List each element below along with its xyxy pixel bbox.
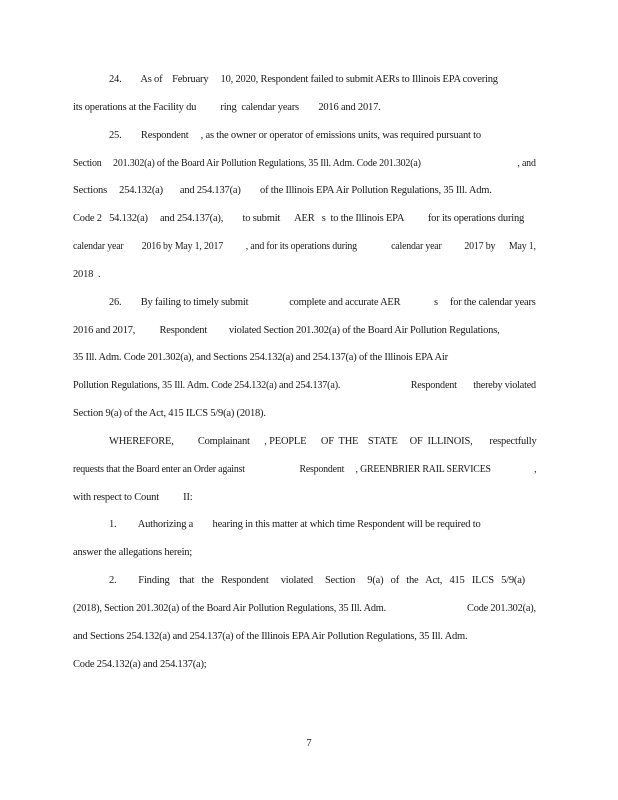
item-2-line-2: (2018), Section 201.302(a) of the Board Air Pollution Regulations, 35 Ill. Adm. Code 201.302(a), <box>73 603 536 614</box>
paragraph-25-line-4: Code 2 54.132(a) and 254.137(a), to submit AER s to the Illinois EPA for its operations during <box>73 213 525 224</box>
paragraph-24-line-2: its operations at the Facility du ring calendar years 2016 and 2017. <box>73 102 381 113</box>
page-number: 7 <box>306 738 312 749</box>
paragraph-25-line-6: 2018 . <box>73 269 101 280</box>
paragraph-26-line-3: 35 Ill. Adm. Code 201.302(a), and Sections 254.132(a) and 254.137(a) of the Illinois EPA Air <box>73 352 448 363</box>
paragraph-25-line-2: Section 201.302(a) of the Board Air Pollution Regulations, 35 Ill. Adm. Code 201.302(a) , and <box>73 158 536 169</box>
item-2-line-3: and Sections 254.132(a) and 254.137(a) of the Illinois EPA Air Pollution Regulations, 35 Ill. Adm. <box>73 631 468 642</box>
paragraph-26-line-2: 2016 and 2017, Respondent violated Section 201.302(a) of the Board Air Pollution Regulations, <box>73 325 500 336</box>
paragraph-25-line-5: calendar year 2016 by May 1, 2017 , and for its operations during calendar year 2017 by May 1, <box>73 241 536 252</box>
paragraph-25-line-1: 25. Respondent , as the owner or operator of emissions units, was required pursuant to <box>109 130 481 141</box>
wherefore-line-1: WHEREFORE, Complainant , PEOPLE OF THE STATE OF ILLINOIS, respectfully <box>109 436 537 447</box>
item-1-line-1: 1. Authorizing a hearing in this matter at which time Respondent will be required to <box>109 519 481 530</box>
item-1-line-2: answer the allegations herein; <box>73 547 193 558</box>
item-2-line-4: Code 254.132(a) and 254.137(a); <box>73 659 207 670</box>
paragraph-24-line-1: 24. As of February 10, 2020, Respondent failed to submit AERs to Illinois EPA covering <box>109 74 498 85</box>
paragraph-25-line-3: Sections 254.132(a) and 254.137(a) of the Illinois EPA Air Pollution Regulations, 35 Ill. Adm. <box>73 185 492 196</box>
paragraph-26-line-4: Pollution Regulations, 35 Ill. Adm. Code 254.132(a) and 254.137(a). Respondent thereby violated <box>73 380 536 391</box>
paragraph-26-line-1: 26. By failing to timely submit complete and accurate AER s for the calendar years <box>109 297 536 308</box>
paragraph-26-line-5: Section 9(a) of the Act, 415 ILCS 5/9(a) (2018). <box>73 408 266 419</box>
wherefore-line-3: with respect to Count II: <box>73 492 193 503</box>
item-2-line-1: 2. Finding that the Respondent violated Section 9(a) of the Act, 415 ILCS 5/9(a) <box>109 575 525 586</box>
wherefore-line-2: requests that the Board enter an Order against Respondent , GREENBRIER RAIL SERVICES , <box>73 464 537 475</box>
